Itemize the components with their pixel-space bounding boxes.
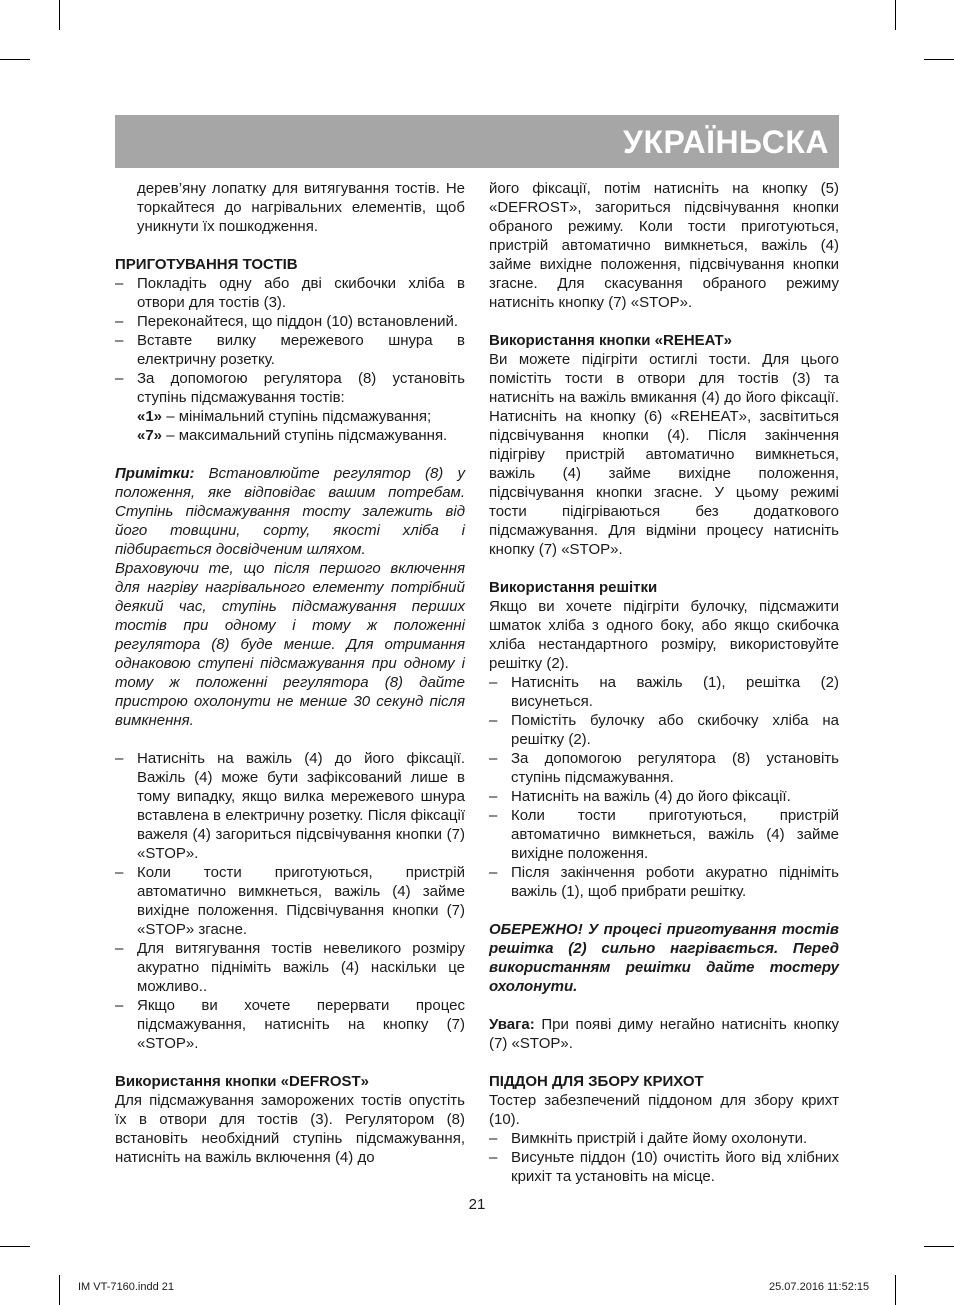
crop-mark bbox=[59, 1275, 60, 1305]
left-column bbox=[115, 179, 465, 1167]
list-item: – Вставте вилку мережевого шнура в електричну розетку. bbox=[115, 331, 465, 369]
note bbox=[115, 464, 465, 559]
list-item: – Висуньте піддон (10) очистіть його від хлібних крихіт та установіть на місце. bbox=[489, 1148, 839, 1186]
attention-label: Увага: bbox=[489, 1016, 535, 1033]
crop-mark bbox=[924, 1246, 954, 1247]
reheat-text: Ви можете підігріти остиглі тости. Для цього помістіть тости в отвори для тостів (3) та натисніть на важіль вмикання (4) до його фіксації. Натисніть на кнопку (6) «REHEAT», засвітиться підсвічування кнопки (4). Після закінчення підігріву пристрій автоматично вимкнеться, важіль (4) займе вихідне положення, підсвічування кнопки згасне. У цьому режимі тости підігріваються без додаткового підсмажування. Для відміни процесу натисніть кнопку (7) «STOP». bbox=[489, 351, 839, 558]
attention bbox=[489, 1015, 839, 1053]
list-item: – Натисніть на важіль (1), решітка (2) висунеться. bbox=[489, 673, 839, 711]
list-item: – За допомогою регулятора (8) установіть ступінь підсмажування. bbox=[489, 749, 839, 787]
note-text-2: Враховуючи те, що після першого включення для нагріву нагрівального елементу потрібний деякий час, ступінь підсмажування перших тостів при одному і тому ж положенні регулятора (8) буде менше. Для отримання однаковою ступені підсмажування при одному і тому ж положенні регулятора (8) дайте пристрою охолонути не менше 30 секунд після вимкнення. bbox=[115, 560, 465, 729]
list-item: – Коли тости приготуються, пристрій автоматично вимкнеться, важіль (4) займе вихідне положення. Підсвічування кнопки (7) «STOP» згасне. bbox=[115, 863, 465, 939]
level-7-text: – максимальний ступінь підсмажування. bbox=[162, 427, 448, 444]
list-item: – Після закінчення роботи акуратно підніміть важіль (1), щоб прибрати решітку. bbox=[489, 863, 839, 901]
toast-steps bbox=[115, 274, 465, 407]
footer-file: IM VT-7160.indd 21 bbox=[78, 1281, 175, 1293]
defrost-heading: Використання кнопки «DEFROST» bbox=[115, 1073, 370, 1090]
list-item: – Натисніть на важіль (4) до його фіксації. Важіль (4) може бути зафіксований лише в тому випадку, якщо вилка мережевого шнура вставлена в електричну розетку. Після фіксації важеля (4) загориться підсвічування кнопки (7) «STOP». bbox=[115, 749, 465, 863]
warning-text: ОБЕРЕЖНО! У процесі приготування тостів решітка (2) сильно нагрівається. Перед використанням решітки дайте тостеру охолонути. bbox=[489, 921, 839, 995]
list-item: – Коли тости приготуються, пристрій автоматично вимкнеться, важіль (4) займе вихідне положення. bbox=[489, 806, 839, 863]
level-1 bbox=[115, 407, 465, 426]
page-number: 21 bbox=[468, 1196, 486, 1213]
crop-mark bbox=[895, 1275, 896, 1305]
toast-heading: ПРИГОТУВАННЯ ТОСТІВ bbox=[115, 256, 298, 273]
crop-mark bbox=[0, 59, 30, 60]
list-item: – Натисніть на важіль (4) до його фіксації. bbox=[489, 787, 839, 806]
crop-mark bbox=[895, 0, 896, 30]
intro-text: дерев’яну лопатку для витягування тостів. Не торкайтеся до нагрівальних елементів, щоб уникнути їх пошкодження. bbox=[137, 180, 465, 235]
operation-steps bbox=[115, 749, 465, 1053]
level-7 bbox=[115, 426, 465, 445]
footer-datetime: 25.07.2016 11:52:15 bbox=[769, 1281, 870, 1293]
banner-title: УКРАЇНЬСКА bbox=[623, 124, 829, 160]
list-item: – Якщо ви хочете перервати процес підсмажування, натисніть на кнопку (7) «STOP». bbox=[115, 996, 465, 1053]
list-item: – Вимкніть пристрій і дайте йому охолонути. bbox=[489, 1129, 839, 1148]
crop-mark bbox=[0, 1246, 30, 1247]
rack-steps bbox=[489, 673, 839, 901]
level-1-text: – мінімальний ступінь підсмажування; bbox=[162, 408, 432, 425]
defrost-text: Для підсмажування заморожених тостів опустіть їх в отвори для тостів (3). Регулятором (8) встановіть необхідний ступінь підсмажування, натисніть на важіль включення (4) до bbox=[115, 1092, 465, 1166]
rack-text: Якщо ви хочете підігріти булочку, підсмажити шматок хліба з одного боку, або якщо скибочка хліба нестандартного розміру, використовуйте решітку (2). bbox=[489, 598, 839, 672]
level-1-key: «1» bbox=[137, 408, 163, 425]
list-item: – Переконайтеся, що піддон (10) встановлений. bbox=[115, 312, 465, 331]
language-banner bbox=[115, 115, 839, 168]
reheat-heading: Використання кнопки «REHEAT» bbox=[489, 332, 732, 349]
defrost-continued: його фіксації, потім натисніть на кнопку (5) «DEFROST», загориться підсвічування кнопки обраного режиму. Коли тости приготуються, пристрій автоматично вимкнеться, важіль (4) займе вихідне положення, підсвічування кнопки згасне. Для скасування обраного режиму натисніть кнопку (7) «STOP». bbox=[489, 180, 839, 311]
tray-heading: ПІДДОН ДЛЯ ЗБОРУ КРИХОТ bbox=[489, 1073, 704, 1090]
list-item: – Помістіть булочку або скибочку хліба на решітку (2). bbox=[489, 711, 839, 749]
level-7-key: «7» bbox=[137, 427, 163, 444]
tray-text: Тостер забезпечений піддоном для збору крихт (10). bbox=[489, 1092, 839, 1128]
rack-heading: Використання решітки bbox=[489, 579, 658, 596]
attention-text: При появі диму негайно натисніть кнопку (7) «STOP». bbox=[489, 1016, 839, 1052]
right-column bbox=[489, 179, 839, 1186]
crop-mark bbox=[924, 59, 954, 60]
tray-steps bbox=[489, 1129, 839, 1186]
list-item: – Для витягування тостів невеликого розміру акуратно підніміть важіль (4) наскільки це можливо.. bbox=[115, 939, 465, 996]
list-item: – За допомогою регулятора (8) установіть ступінь підсмажування тостів: bbox=[115, 369, 465, 407]
note-label: Примітки: bbox=[115, 465, 195, 482]
list-item: – Покладіть одну або дві скибочки хліба в отвори для тостів (3). bbox=[115, 274, 465, 312]
note-text: Встановлюйте регулятор (8) у положення, яке відповідає вашим потребам. Ступінь підсмажування тосту залежить від його товщини, сорту, якості хліба і підбирається досвідченим шляхом. bbox=[115, 465, 465, 558]
crop-mark bbox=[59, 0, 60, 30]
